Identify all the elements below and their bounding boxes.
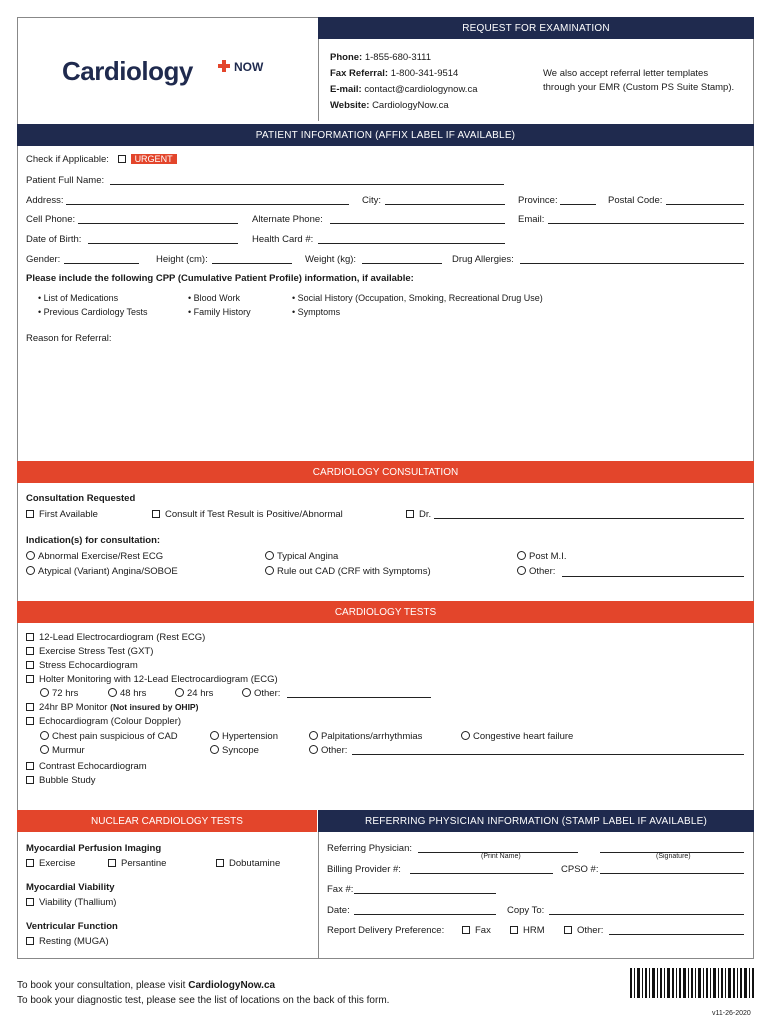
option-label: Contrast Echocardiogram (39, 761, 147, 772)
indication-option[interactable] (517, 551, 566, 562)
checkbox[interactable] (26, 647, 34, 655)
book-link[interactable]: CardiologyNow.ca (188, 980, 276, 991)
test-option[interactable] (26, 646, 153, 657)
radio[interactable] (26, 551, 35, 560)
radio[interactable] (517, 551, 526, 560)
indication-option[interactable] (265, 551, 338, 562)
email-label: E-mail: (330, 84, 362, 95)
referral-note-line2: through your EMR (Custom PS Suite Stamp). (543, 82, 735, 93)
reason-label: Reason for Referral: (26, 333, 112, 344)
echo-option[interactable] (40, 731, 178, 742)
checkbox[interactable] (108, 859, 116, 867)
option-label: Dr. (419, 509, 432, 520)
option-label: Post M.I. (529, 551, 567, 562)
book-prefix: To book your consultation, please visit (17, 980, 189, 991)
checkbox[interactable] (26, 717, 34, 725)
option-label: Palpitations/arrhythmias (321, 731, 423, 742)
address-label: Address: (26, 195, 64, 206)
option-label: Fax (475, 925, 491, 936)
option-label: Holter Monitoring with 12-Lead Electrocardiogram (ECG) (39, 674, 278, 685)
option-label: Consult if Test Result is Positive/Abnormal (165, 509, 343, 520)
delivery-option[interactable] (510, 925, 545, 936)
reason-field[interactable] (120, 330, 750, 458)
height-label: Height (cm): (156, 254, 208, 265)
cpp-item: • Previous Cardiology Tests (38, 307, 148, 317)
option-label: Viability (Thallium) (39, 897, 117, 908)
radio[interactable] (309, 731, 318, 740)
address-field[interactable] (66, 204, 349, 205)
website-value[interactable]: CardiologyNow.ca (372, 100, 449, 111)
test-option[interactable] (26, 761, 147, 772)
cell-phone-label: Cell Phone: (26, 214, 76, 225)
delivery-label: Report Delivery Preference: (327, 925, 445, 936)
nuclear-section-title: NUCLEAR CARDIOLOGY TESTS (91, 815, 243, 827)
option-label: Stress Echocardiogram (39, 660, 138, 671)
option-label: Other: (254, 688, 281, 699)
echo-option[interactable] (461, 731, 573, 742)
contact-block (330, 50, 477, 114)
checkbox[interactable] (26, 510, 34, 518)
option-label: Atypical (Variant) Angina/SOBOE (38, 566, 178, 577)
first-available-option[interactable] (26, 509, 98, 520)
test-option[interactable] (26, 702, 198, 713)
signature-caption: (Signature) (656, 853, 691, 860)
weight-field[interactable] (362, 263, 442, 264)
echo-option[interactable] (40, 745, 85, 756)
holter-option[interactable] (175, 688, 213, 699)
header-title-bar (318, 17, 754, 39)
option-label: Typical Angina (277, 551, 339, 562)
consultation-section-bar (17, 461, 754, 483)
footer-book-line (17, 980, 275, 991)
perfusion-option[interactable] (26, 858, 75, 869)
check-applicable-label: Check if Applicable: (26, 154, 109, 165)
option-label: Exercise (39, 858, 76, 869)
dr-field[interactable] (434, 518, 744, 519)
perfusion-option[interactable] (216, 858, 280, 869)
postal-code-label: Postal Code: (608, 195, 663, 206)
barcode (630, 968, 755, 1004)
full-name-field[interactable] (110, 184, 504, 185)
email-label-field: Email: (518, 214, 545, 225)
holter-option[interactable] (242, 688, 280, 699)
ventricular-option[interactable] (26, 936, 109, 947)
nuclear-section-bar (17, 810, 317, 832)
city-label: City: (362, 195, 381, 206)
checkbox[interactable] (26, 633, 34, 641)
tests-section-bar (17, 601, 754, 623)
option-label: Dobutamine (229, 858, 281, 869)
option-label: Murmur (52, 745, 85, 756)
option-label: Exercise Stress Test (GXT) (39, 646, 154, 657)
option-label: 12-Lead Electrocardiogram (Rest ECG) (39, 632, 206, 643)
option-label: Other: (321, 745, 348, 756)
date-field[interactable] (354, 914, 496, 915)
option-label: Syncope (222, 745, 259, 756)
option-label: Other: (529, 566, 556, 577)
health-card-label: Health Card #: (252, 234, 314, 245)
phys-fax-label: Fax #: (327, 884, 354, 895)
consultation-requested-label: Consultation Requested (26, 493, 136, 504)
holter-option[interactable] (40, 688, 78, 699)
email-field[interactable] (548, 223, 744, 224)
phone-value: 1-855-680-3111 (364, 52, 432, 63)
indication-option[interactable] (26, 551, 163, 562)
copy-to-label: Copy To: (507, 905, 545, 916)
consult-if-option[interactable] (152, 509, 343, 520)
ventricular-label: Ventricular Function (26, 921, 118, 932)
logo (62, 56, 282, 96)
checkbox[interactable] (510, 926, 518, 934)
indication-option[interactable] (517, 566, 555, 577)
bp-note: (Not insured by OHIP) (110, 702, 199, 712)
copy-to-field[interactable] (549, 914, 744, 915)
checkbox[interactable] (26, 937, 34, 945)
physician-section-bar (318, 810, 754, 832)
radio[interactable] (26, 566, 35, 575)
option-label: Bubble Study (39, 775, 96, 786)
patient-section-title: PATIENT INFORMATION (AFFIX LABEL IF AVAILABLE) (255, 129, 516, 141)
cell-phone-field[interactable] (78, 223, 238, 224)
checkbox[interactable] (26, 675, 34, 683)
province-label: Province: (518, 195, 558, 206)
radio[interactable] (309, 745, 318, 754)
echo-option[interactable] (309, 745, 347, 756)
holter-option[interactable] (108, 688, 146, 699)
logo-text: Cardiology (62, 56, 193, 86)
perfusion-label: Myocardial Perfusion Imaging (26, 843, 162, 854)
version: v11-26-2020 (712, 1010, 751, 1017)
date-label: Date: (327, 905, 350, 916)
header-title: REQUEST FOR EXAMINATION (462, 22, 610, 34)
option-label: 48 hrs (120, 688, 147, 699)
fax-label: Fax Referral: (330, 68, 389, 79)
cpso-label: CPSO #: (561, 864, 599, 875)
full-name-label: Patient Full Name: (26, 175, 105, 186)
radio[interactable] (461, 731, 470, 740)
drug-allergies-label: Drug Allergies: (452, 254, 514, 265)
phone-label: Phone: (330, 52, 363, 63)
option-label: Hypertension (222, 731, 278, 742)
echo-option[interactable] (210, 745, 259, 756)
footer-diag-note: To book your diagnostic test, please see the list of locations on the back of this form. (17, 995, 390, 1006)
radio[interactable] (40, 745, 49, 754)
phys-fax-field[interactable] (354, 893, 496, 894)
drug-allergies-field[interactable] (520, 263, 744, 264)
gender-field[interactable] (64, 263, 139, 264)
test-option[interactable] (26, 716, 181, 727)
option-label: Resting (MUGA) (39, 936, 109, 947)
radio[interactable] (40, 731, 49, 740)
health-card-field[interactable] (318, 243, 505, 244)
option-label: HRM (523, 925, 545, 936)
delivery-option[interactable] (564, 925, 603, 936)
test-option[interactable] (26, 674, 278, 685)
checkbox[interactable] (462, 926, 470, 934)
echo-option[interactable] (309, 731, 422, 742)
weight-label: Weight (kg): (305, 254, 357, 265)
echo-other-field[interactable] (352, 754, 744, 755)
indication-other-field[interactable] (562, 576, 744, 577)
option-label: First Available (39, 509, 98, 520)
billing-label: Billing Provider #: (327, 864, 401, 875)
referral-note-line1: We also accept referral letter templates (543, 68, 709, 79)
checkbox[interactable] (26, 762, 34, 770)
perfusion-option[interactable] (108, 858, 166, 869)
option-label: 24 hrs (187, 688, 214, 699)
plus-icon (218, 60, 230, 72)
echo-option[interactable] (210, 731, 278, 742)
checkbox[interactable] (26, 859, 34, 867)
radio[interactable] (175, 688, 184, 697)
fax-value: 1-800-341-9514 (390, 68, 459, 79)
indications-label: Indication(s) for consultation: (26, 535, 161, 546)
email-value[interactable]: contact@cardiologynow.ca (364, 84, 478, 95)
checkbox[interactable] (564, 926, 572, 934)
referral-note (543, 67, 734, 95)
website-label: Website: (330, 100, 370, 111)
checkbox[interactable] (406, 510, 414, 518)
dr-option[interactable] (406, 509, 431, 520)
gender-label: Gender: (26, 254, 61, 265)
option-label: Congestive heart failure (473, 731, 574, 742)
delivery-option[interactable] (462, 925, 491, 936)
cpp-item: • List of Medications (38, 293, 119, 303)
option-label: Echocardiogram (Colour Doppler) (39, 716, 182, 727)
radio[interactable] (242, 688, 251, 697)
province-field[interactable] (560, 204, 596, 205)
radio[interactable] (265, 566, 274, 575)
checkbox[interactable] (152, 510, 160, 518)
cpp-item: • Symptoms (292, 307, 341, 317)
radio[interactable] (40, 688, 49, 697)
cpp-note: Please include the following CPP (Cumulative Patient Profile) information, if available: (26, 273, 414, 284)
viability-label: Myocardial Viability (26, 882, 115, 893)
billing-field[interactable] (410, 873, 553, 874)
indication-option[interactable] (265, 566, 431, 577)
radio[interactable] (108, 688, 117, 697)
cpp-item: • Blood Work (188, 293, 241, 303)
radio[interactable] (517, 566, 526, 575)
urgent-badge: URGENT (131, 154, 177, 164)
radio[interactable] (210, 745, 219, 754)
option-label: 72 hrs (52, 688, 79, 699)
print-name-caption: (Print Name) (481, 853, 521, 860)
patient-section-bar (17, 124, 754, 146)
option-label: Abnormal Exercise/Rest ECG (38, 551, 164, 562)
option-label: Chest pain suspicious of CAD (52, 731, 178, 742)
physician-section-title: REFERRING PHYSICIAN INFORMATION (STAMP LABEL IF AVAILABLE) (364, 815, 708, 827)
city-field[interactable] (385, 204, 505, 205)
logo-sub: NOW (234, 60, 264, 74)
cpp-item: • Family History (188, 307, 251, 317)
referring-label: Referring Physician: (327, 843, 413, 854)
holter-other-field[interactable] (287, 697, 431, 698)
indication-option[interactable] (26, 566, 178, 577)
option-label: Other: (577, 925, 604, 936)
delivery-other-field[interactable] (609, 934, 744, 935)
radio[interactable] (265, 551, 274, 560)
option-label: 24hr BP Monitor (39, 702, 108, 713)
test-option[interactable] (26, 632, 205, 643)
alt-phone-field[interactable] (330, 223, 505, 224)
checkbox[interactable] (26, 661, 34, 669)
cpp-item: • Social History (Occupation, Smoking, Recreational Drug Use) (292, 293, 543, 303)
checkbox[interactable] (26, 776, 34, 784)
tests-section-title: CARDIOLOGY TESTS (334, 606, 437, 618)
option-label: Persantine (121, 858, 167, 869)
option-label: Rule out CAD (CRF with Symptoms) (277, 566, 431, 577)
radio[interactable] (210, 731, 219, 740)
postal-code-field[interactable] (666, 204, 744, 205)
test-option[interactable] (26, 775, 96, 786)
checkbox[interactable] (216, 859, 224, 867)
dob-field[interactable] (88, 243, 238, 244)
test-option[interactable] (26, 660, 138, 671)
cpso-field[interactable] (600, 873, 744, 874)
alt-phone-label: Alternate Phone: (252, 214, 323, 225)
consultation-section-title: CARDIOLOGY CONSULTATION (312, 466, 459, 478)
urgent-checkbox[interactable] (118, 155, 126, 163)
dob-label: Date of Birth: (26, 234, 82, 245)
viability-option[interactable] (26, 897, 116, 908)
checkbox[interactable] (26, 898, 34, 906)
height-field[interactable] (212, 263, 292, 264)
checkbox[interactable] (26, 703, 34, 711)
